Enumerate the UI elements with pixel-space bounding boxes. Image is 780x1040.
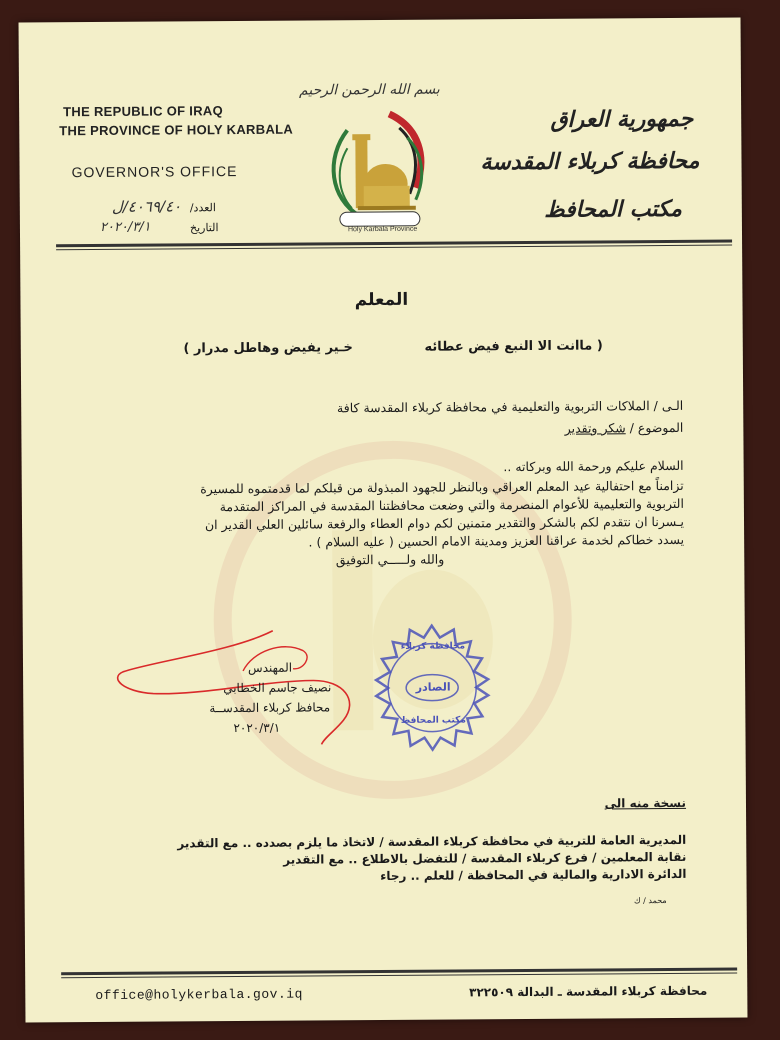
basmala: بسم الله الرحمن الرحيم — [298, 81, 440, 99]
copies-heading: نسخة منه الى — [604, 795, 687, 811]
footer-email[interactable]: office@holykerbala.gov.iq — [95, 986, 303, 1004]
signatory-name: نصيف جاسم الخطابي — [223, 680, 332, 696]
number-label: العدد/ — [189, 201, 216, 215]
signatory-title: المهندس — [247, 660, 293, 675]
subject-value: شكر وتقدير — [564, 420, 626, 436]
body-greeting: السلام عليكم ورحمة الله وبركاته .. — [503, 457, 684, 475]
subject-label: الموضوع / — [629, 419, 684, 436]
letter-title: المعلم — [354, 289, 409, 311]
province-logo — [319, 108, 440, 233]
stamp-bottom-text: مكتب المحافظ — [400, 715, 466, 726]
body-line-2: التربوية والتعليمية للأعوام المنصرمة والتي وضعت محافظتنا المقدسة في المراكز المتقدمة — [219, 495, 684, 515]
subject-line — [565, 420, 684, 436]
stamp-outer-text: محافظة كربلاء — [400, 641, 466, 652]
addressee-to: الـى / الملاكات التربوية والتعليمية في محافظة كربلاء المقدسة كافة — [336, 397, 684, 416]
copies-item-2: نقابة المعلمين / فرع كربلاء المقدسة / للتفضل بالاطلاع .. مع التقدير — [283, 849, 687, 867]
signatory-date: ٢٠٢٠/٣/١ — [233, 720, 281, 736]
ar-governor-office: مكتب المحافظ — [544, 195, 682, 223]
en-governor-office: GOVERNOR'S OFFICE — [71, 163, 238, 181]
en-header-line2: THE PROVINCE OF HOLY KARBALA — [59, 121, 294, 139]
poem-left: خـير يفيض وهاطل مدرار ) — [183, 340, 353, 357]
logo-caption: Holy Karbala Province — [347, 225, 418, 234]
signatory-position: محافظ كربلاء المقدســة — [209, 700, 331, 716]
stamp-center-text: الصادر — [415, 680, 451, 694]
letter-page — [19, 17, 748, 1022]
copies-item-3: الدائرة الادارية والمالية في المحافظة / للعلم .. رجاء — [380, 866, 687, 884]
body-line-3: يـسرنا ان نتقدم لكم بالشكر والتقدير متمنين لكم دوام العطاء والرفعة سائلين العلي القدير ان — [204, 513, 685, 533]
copies-item-1: المديرية العامة للتربية في محافظة كربلاء المقدسة / لاتخاذ ما يلزم بصدده .. مع التقدير — [177, 832, 687, 851]
footer-address: محافظة كربلاء المقدسة ـ البدالة ٣٢٢٥٠٩ — [469, 983, 708, 1000]
body-line-1: تزامناً مع احتفالية عيد المعلم العراقي وبالنظر للجهود المبذولة من قبلكم لما قدمتموه للمسيرة — [200, 477, 684, 497]
copies-initials: محمد / ك — [633, 896, 667, 906]
body-closing: والله ولـــــي التوفيق — [335, 551, 445, 568]
body-line-4: يسدد خطاكم لخدمة عراقنا العزيز ومدينة الامام الحسين ( عليه السلام ) . — [308, 531, 685, 550]
number-value: ٤٠٦٩/٤٠/ل — [111, 197, 182, 216]
date-label: التاريخ — [189, 221, 219, 235]
poem-right: ( ماانت الا النبع فيض عطائه — [424, 338, 603, 355]
date-value: ٢٠٢٠/٣/١ — [99, 219, 151, 235]
en-header-line1: THE REPUBLIC OF IRAQ — [63, 103, 224, 120]
ar-header-line2: محافظة كربلاء المقدسة — [480, 147, 700, 176]
ar-header-line1: جمهورية العراق — [550, 105, 694, 133]
